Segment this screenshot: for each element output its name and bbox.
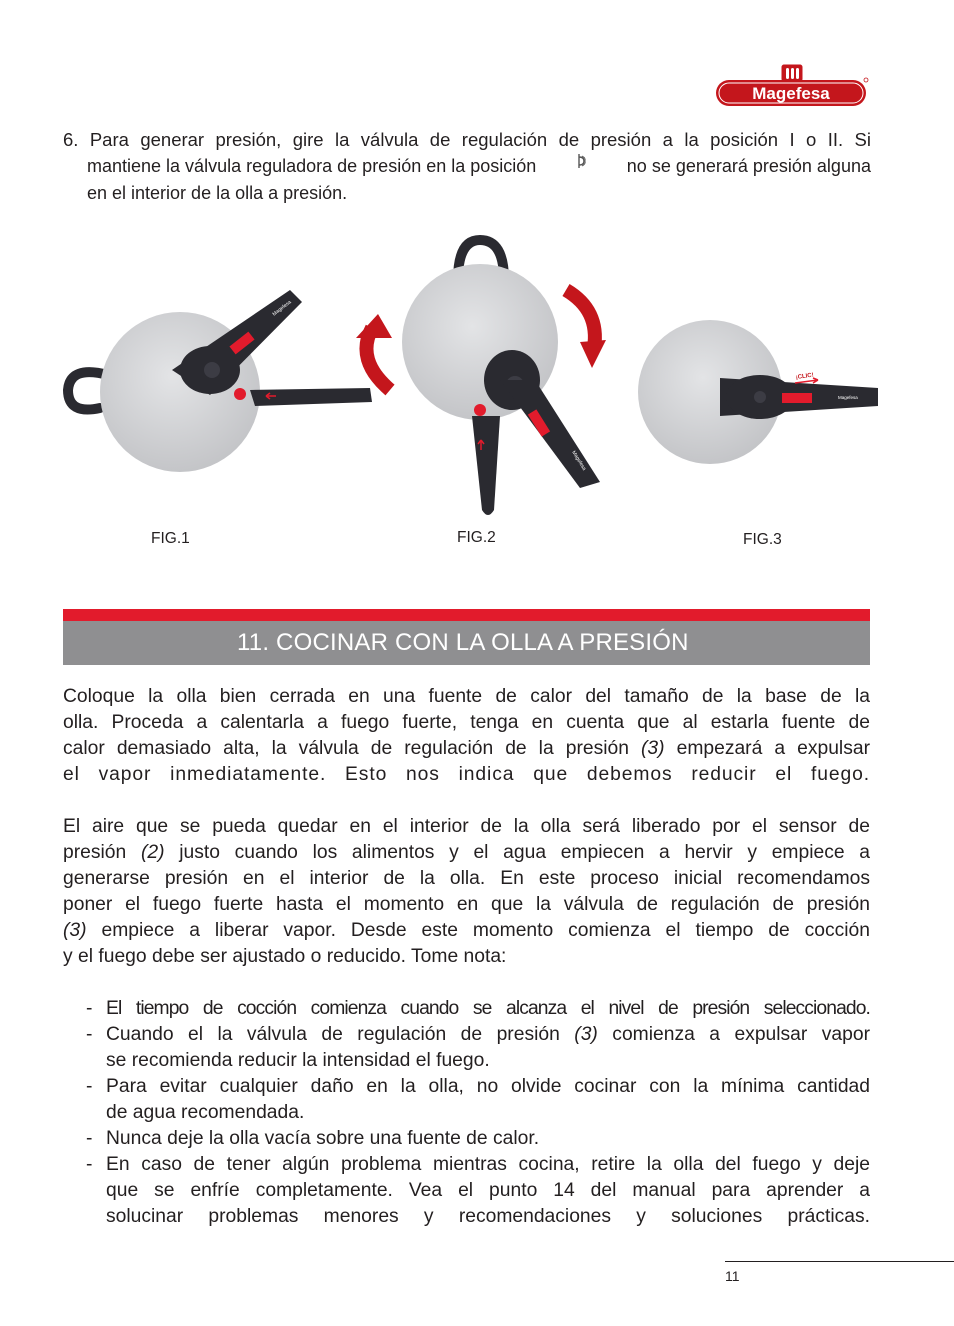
figure-1-brand: Magefesa: [271, 299, 293, 318]
p2-l2-ref: (2): [140, 842, 165, 863]
p1-l3-start: calor demasiado alta, la válvula de regulación de la presión: [63, 738, 641, 759]
figure-1-label: FIG.1: [151, 530, 190, 547]
p2-l2-end: justo cuando los alimentos y el agua empiecen a hervir y empiece a: [164, 842, 870, 863]
section-accent-bar: [63, 609, 870, 621]
step-6-line-3: en el interior de la olla a presión.: [87, 183, 348, 203]
step-6-line-2-start: mantiene la válvula reguladora de presión en la posición: [87, 156, 537, 176]
list-item: [86, 1126, 870, 1152]
list-item: [86, 1074, 870, 1126]
paragraph-2-line-1: El aire que se pueda quedar en el interior de la olla será liberado por el sensor de: [63, 816, 870, 837]
figure-3-label: FIG.3: [743, 531, 782, 548]
paragraph-2-line-6: y el fuego debe ser ajustado o reducido. Tome nota:: [63, 946, 507, 967]
notes-list: [86, 996, 870, 1230]
b2-l1-start: Cuando el la válvula de regulación de presión: [106, 1024, 575, 1045]
paragraph-1: [63, 684, 870, 788]
bullet-dash: -: [86, 1154, 93, 1175]
step-6-line-2: [63, 153, 871, 180]
pressure-cooker-figures: [60, 230, 900, 548]
p2-l5-ref: (3): [63, 920, 87, 941]
bullet-dash: -: [86, 1128, 93, 1149]
step-6-line-2-end: no se generará presión alguna: [626, 156, 871, 176]
page-number: 11: [725, 1268, 740, 1284]
bullet-5-line-3: solucinar problemas menores y recomendaciones y soluciones prácticas.: [106, 1206, 870, 1227]
bullet-dash: -: [86, 1024, 93, 1045]
bullet-dash: -: [86, 998, 93, 1019]
paragraph-1-line-4: el vapor inmediatamente. Esto nos indica que debemos reducir el fuego.: [63, 764, 870, 785]
figure-1-illustration: [68, 290, 372, 472]
steam-release-position-icon: [576, 153, 588, 169]
figure-2-body-handle: [472, 416, 500, 515]
paragraph-2-line-5: [63, 918, 870, 944]
figure-2-brand: Magefesa: [570, 449, 588, 472]
bullet-3-line-2: de agua recomendada.: [106, 1102, 305, 1123]
figure-2-illustration: [402, 240, 600, 515]
figure-3-brand: Magefesa: [838, 395, 858, 400]
figure-2-label: FIG.2: [457, 529, 496, 546]
bullet-2-line-2: se recomienda reducir la intensidad el fuego.: [106, 1050, 490, 1071]
bullet-1-text: El tiempo de cocción comienza cuando se alcanza el nivel de presión seleccionado.: [106, 998, 870, 1019]
section-title: 11. COCINAR CON LA OLLA A PRESIÓN: [237, 629, 689, 656]
bullet-dash: -: [86, 1076, 93, 1097]
bullet-2-line-1: [106, 1022, 870, 1048]
paragraph-1-line-1: Coloque la olla bien cerrada en una fuente de calor del tamaño de la base de la: [63, 686, 870, 707]
figure-3-click-text: ¡CLIC!: [795, 372, 815, 381]
bullet-3-line-1: Para evitar cualquier daño en la olla, no olvide cocinar con la mínima cantidad: [106, 1076, 870, 1097]
b2-l1-ref: (3): [574, 1024, 598, 1045]
footer-rule: [725, 1261, 954, 1262]
paragraph-2-line-2: [63, 840, 870, 866]
logo-text: Magefesa: [752, 84, 830, 103]
paragraph-1-line-2: olla. Proceda a calentarla a fuego fuerte, tenga en cuenta que al estarla fuente de: [63, 712, 870, 733]
bullet-5-line-1: En caso de tener algún problema mientras cocina, retire la olla del fuego y deje: [106, 1154, 870, 1175]
bullet-4-text: Nunca deje la olla vacía sobre una fuente de calor.: [106, 1128, 540, 1149]
magefesa-logo: [714, 62, 870, 110]
paragraph-1-line-3: [63, 736, 870, 762]
b2-l1-end: comienza a expulsar vapor: [597, 1024, 871, 1045]
step-6-text: [63, 126, 871, 207]
figure-3-illustration: [638, 320, 878, 464]
p1-l3-end: empezará a expulsar: [664, 738, 870, 759]
figure-2-top-handle: [500, 380, 600, 488]
list-item: [86, 1022, 870, 1074]
p1-l3-ref: (3): [640, 738, 665, 759]
rotate-right-arrow: [566, 290, 595, 348]
bullet-5-line-2: que se enfríe completamente. Vea el punto 14 del manual para aprender a: [106, 1180, 870, 1201]
list-item: [86, 996, 870, 1022]
paragraph-2-line-3: generarse presión en el interior de la olla. En este proceso inicial recomendamos: [63, 868, 870, 889]
paragraph-2: [63, 814, 870, 970]
figure-1-red-dot: [234, 388, 246, 400]
list-item: [86, 1152, 870, 1230]
p2-l5-end: empiece a liberar vapor. Desde este momento comienza el tiempo de cocción: [86, 920, 870, 941]
figure-2-red-dot: [474, 404, 486, 416]
step-6-line-1: 6. Para generar presión, gire la válvula de regulación de presión a la posición I o II. Si: [63, 129, 871, 150]
p2-l2-start: presión: [63, 842, 141, 863]
paragraph-2-line-4: poner el fuego fuerte hasta el momento en que la válvula de regulación de presión: [63, 894, 870, 915]
